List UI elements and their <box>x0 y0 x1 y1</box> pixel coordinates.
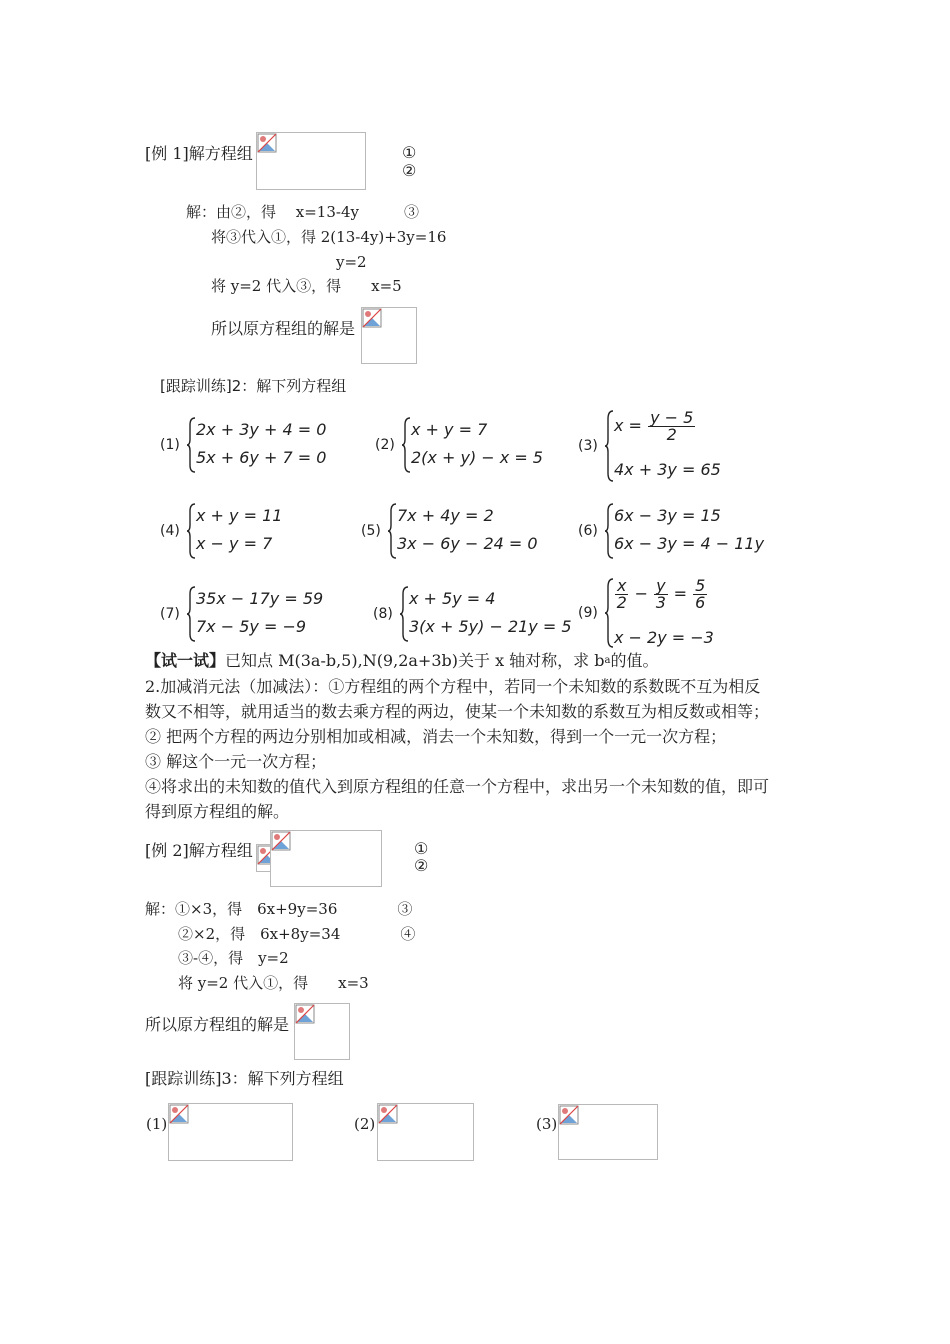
equation-system-6 <box>578 503 768 559</box>
broken-image-exercise <box>377 1103 474 1161</box>
equation-line: x − y = 7 <box>196 534 273 553</box>
equation-system-2 <box>375 417 575 473</box>
equation-line: 3x − 6y − 24 = 0 <box>397 534 538 553</box>
equation-marker-1: ① <box>414 839 429 858</box>
broken-image-exercise <box>558 1104 658 1160</box>
operator: − <box>634 584 648 603</box>
system-index: (2) <box>375 437 395 453</box>
method-line: 数又不相等，就用适当的数去乘方程的两边，使某一个未知数的系数互为相反数或相等； <box>145 702 770 721</box>
try-it-text: 已知点 M(3a-b,5),N(9,2a+3b)关于 x 轴对称，求 b <box>225 651 605 670</box>
practice2-heading: [跟踪训练]2：解下列方程组 <box>160 377 347 395</box>
solution-line: 将③代入①，得 2(13-4y)+3y=16 <box>211 228 447 246</box>
fraction <box>648 410 695 443</box>
solution-line: ②×2，得 6x+8y=34 ④ <box>178 925 416 943</box>
equation-line: 6x − 3y = 15 <box>614 506 721 525</box>
fraction-numerator: y − 5 <box>650 408 694 427</box>
practice3-index: (3) <box>536 1115 558 1133</box>
fraction-denominator: 2 <box>616 593 627 612</box>
fraction-denominator: 6 <box>695 593 706 612</box>
equation-line: 2x + 3y + 4 = 0 <box>196 420 327 439</box>
equation-line: 3(x + 5y) − 21y = 5 <box>409 617 572 636</box>
solution-line: 将 y=2 代入①，得 x=3 <box>178 974 369 992</box>
equation-system-8 <box>373 586 573 642</box>
left-brace-icon <box>186 586 196 642</box>
equation-system-9 <box>578 578 728 648</box>
solution-line: 解：①×3，得 6x+9y=36 ③ <box>145 900 413 918</box>
fraction-numerator: x <box>617 576 627 595</box>
broken-image-icon <box>378 1104 398 1124</box>
solution-line: ③-④，得 y=2 <box>178 949 289 967</box>
fraction-denominator: 3 <box>655 593 666 612</box>
broken-image-icon <box>271 831 291 851</box>
equation-system-1 <box>160 417 360 473</box>
system-index: (9) <box>578 605 598 621</box>
solution-line: y=2 <box>336 253 367 271</box>
broken-image-icon <box>559 1105 579 1125</box>
equation-line: 6x − 3y = 4 − 11y <box>614 534 765 553</box>
try-it-text-end: 的值。 <box>610 651 659 670</box>
try-it-line <box>145 650 659 672</box>
equation-line: x + y = 11 <box>196 506 283 525</box>
equation-line: 5x + 6y + 7 = 0 <box>196 448 327 467</box>
system-index: (4) <box>160 523 180 539</box>
method-line: ④将求出的未知数的值代入到原方程组的任意一个方程中，求出另一个未知数的值，即可 <box>145 777 770 796</box>
left-brace-icon <box>399 586 409 642</box>
method-line: 得到原方程组的解。 <box>145 802 290 821</box>
broken-image-icon <box>169 1104 189 1124</box>
solution-line: 将 y=2 代入③，得 x=5 <box>211 277 402 295</box>
broken-image-equation-system <box>270 830 382 887</box>
equation-marker-1: ① <box>402 143 417 162</box>
broken-image-solution <box>294 1003 350 1060</box>
equation-line: 7x − 5y = −9 <box>196 617 307 636</box>
example2-heading: [例 2]解方程组 <box>145 841 253 860</box>
fraction-denominator: 2 <box>666 425 677 444</box>
broken-image-solution <box>361 307 417 364</box>
example1-heading: [例 1]解方程组 <box>145 144 253 163</box>
equation-system-3 <box>578 410 748 482</box>
system-index: (7) <box>160 606 180 622</box>
practice3-index: (2) <box>354 1115 376 1133</box>
equation-system-5 <box>361 503 561 559</box>
equation-line: x − 2y = −3 <box>614 628 714 647</box>
method-line: ③ 解这个一元一次方程； <box>145 752 327 771</box>
left-brace-icon <box>401 417 411 473</box>
system-index: (5) <box>361 523 381 539</box>
equation-line: 7x + 4y = 2 <box>397 506 494 525</box>
method-line: 2.加减消元法（加减法）：①方程组的两个方程中，若同一个未知数的系数既不互为相反 <box>145 677 761 696</box>
practice3-index: (1) <box>146 1115 168 1133</box>
fraction <box>615 578 628 611</box>
broken-image-icon <box>362 308 382 328</box>
equation-marker-2: ② <box>414 856 429 875</box>
left-brace-icon <box>186 503 196 559</box>
system-index: (1) <box>160 437 180 453</box>
equation-system-7 <box>160 586 360 642</box>
equation-lhs: x = <box>614 416 642 435</box>
left-brace-icon <box>604 578 614 648</box>
broken-image-icon <box>257 133 277 153</box>
left-brace-icon <box>387 503 397 559</box>
solution-line: 解：由②，得 x=13-4y ③ <box>186 203 419 221</box>
fraction <box>693 578 707 611</box>
equation-line: x + y = 7 <box>411 420 488 439</box>
equation-line: 2(x + y) − x = 5 <box>411 448 543 467</box>
broken-image-exercise <box>168 1103 293 1161</box>
broken-image-icon <box>295 1004 315 1024</box>
equation-line: 4x + 3y = 65 <box>614 460 721 479</box>
practice3-heading: [跟踪训练]3：解下列方程组 <box>145 1069 344 1088</box>
conclusion-text: 所以原方程组的解是 <box>211 319 356 338</box>
system-index: (8) <box>373 606 393 622</box>
equation-line: 35x − 17y = 59 <box>196 589 324 608</box>
left-brace-icon <box>604 503 614 559</box>
system-index: (3) <box>578 438 598 454</box>
equation-system-4 <box>160 503 360 559</box>
left-brace-icon <box>604 410 614 482</box>
left-brace-icon <box>186 417 196 473</box>
fraction <box>654 578 667 611</box>
broken-image-equation-system <box>256 132 366 190</box>
method-line: ② 把两个方程的两边分别相加或相减，消去一个未知数，得到一个一元一次方程； <box>145 727 727 746</box>
equation-line: x + 5y = 4 <box>409 589 496 608</box>
operator: = <box>673 584 688 603</box>
fraction-numerator: y <box>656 576 666 595</box>
equation-marker-2: ② <box>402 161 417 180</box>
exponent: a <box>604 655 611 666</box>
conclusion-text: 所以原方程组的解是 <box>145 1015 290 1034</box>
try-it-label: 【试一试】 <box>145 651 226 670</box>
method-paragraph <box>145 674 815 824</box>
fraction-numerator: 5 <box>695 576 706 595</box>
system-index: (6) <box>578 523 598 539</box>
